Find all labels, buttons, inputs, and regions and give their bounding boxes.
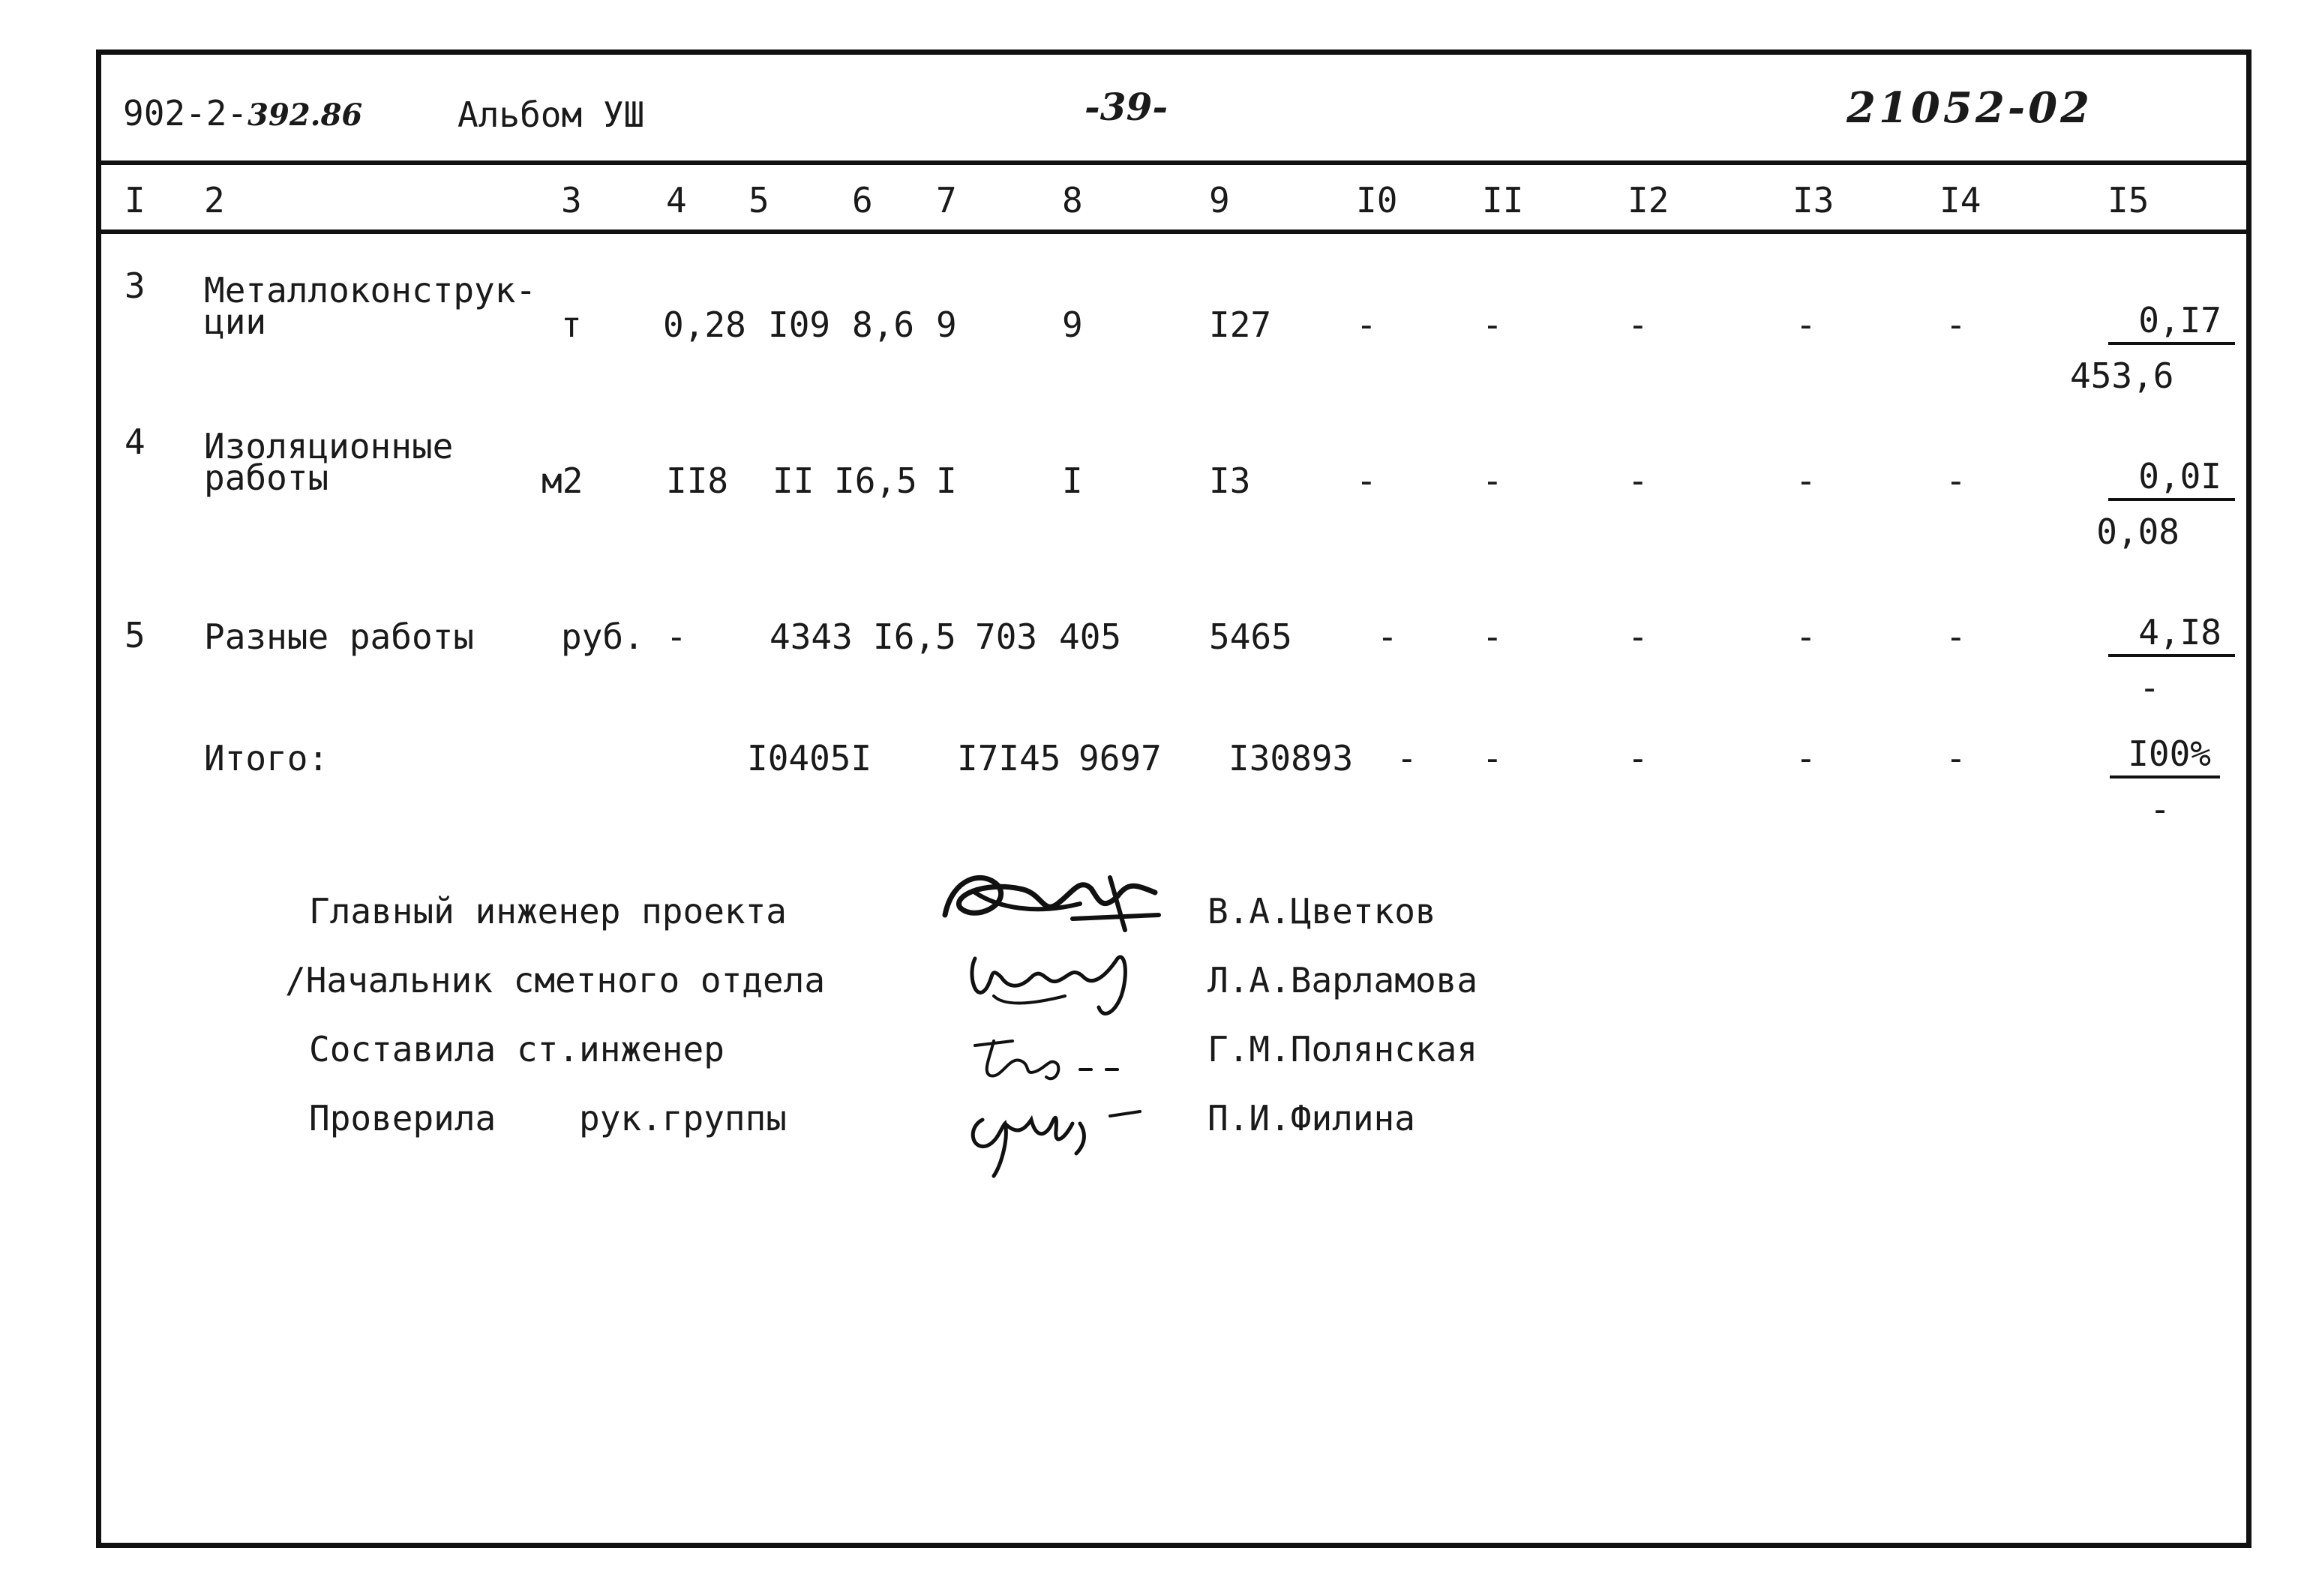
col-header: 5 [748, 180, 770, 220]
signatory-name: В.А.Цветков [1208, 891, 1436, 932]
cell-c12: - [1628, 304, 1648, 345]
total-c14: - [1946, 738, 1966, 778]
col-header: 7 [936, 180, 957, 220]
col-header: I5 [2108, 180, 2150, 220]
cell-c12: - [1628, 460, 1648, 501]
cell-c7: I [936, 460, 957, 501]
total-c8: 9697 [1078, 738, 1162, 778]
cell-c14: - [1946, 460, 1966, 501]
total-c15-top: I00% [2110, 736, 2220, 778]
col-header: I2 [1628, 180, 1670, 220]
col-header: 6 [852, 180, 873, 220]
cell-c8: 405 [1059, 616, 1122, 657]
col-header: 4 [666, 180, 687, 220]
cell-c11: - [1482, 304, 1503, 345]
signatory-role: Проверила рук.группы [309, 1098, 787, 1138]
signature-2-icon [960, 944, 1155, 1034]
doc-code-handwritten: 392.86 [248, 98, 363, 133]
total-c15-bottom: - [2150, 789, 2170, 830]
total-c11: - [1482, 738, 1503, 778]
cell-c15-bottom: - [2139, 668, 2160, 708]
col-header: II [1482, 180, 1524, 220]
row-number: 4 [124, 422, 146, 462]
total-c13: - [1796, 738, 1816, 778]
col-header: 2 [204, 180, 225, 220]
cell-c13: - [1796, 616, 1816, 657]
col-header: I3 [1792, 180, 1834, 220]
total-c15 [2055, 734, 2220, 830]
cell-c15-top: 0,I7 [2108, 303, 2235, 345]
signature-4-icon [960, 1094, 1185, 1184]
row-unit: руб. [561, 616, 644, 657]
row-unit: т [561, 304, 582, 345]
col-header: I4 [1940, 180, 1982, 220]
total-label: Итого: [204, 738, 329, 778]
signatory-role: /Начальник сметного отдела [285, 960, 826, 1000]
row-name-line1: Металлоконструк- [204, 270, 537, 310]
signature-1-icon [930, 862, 1170, 945]
cell-c6: I6,5 [834, 460, 917, 501]
row-name-line1: Разные работы [204, 616, 475, 657]
total-c7: I7I45 [957, 738, 1061, 778]
cell-c5: II [772, 460, 814, 501]
cell-c13: - [1796, 304, 1816, 345]
cell-c9: I3 [1209, 460, 1251, 501]
signatory-name: Г.М.Полянская [1208, 1029, 1478, 1070]
total-c9: I30893 [1228, 738, 1354, 778]
cell-c15-top: 4,I8 [2108, 615, 2235, 657]
album-label: Альбом УШ [458, 94, 645, 135]
row-name-line2: работы [204, 458, 329, 498]
cell-c6: I6,5 [873, 616, 956, 657]
doc-code-prefix: 902-2- [123, 93, 248, 134]
total-c12: - [1628, 738, 1648, 778]
cell-c15 [2070, 456, 2235, 552]
signatory-name: Л.А.Варламова [1208, 960, 1478, 1000]
cell-c4: 0,28 [663, 304, 746, 345]
col-header: 8 [1062, 180, 1083, 220]
header-rule [96, 160, 2252, 165]
cell-c4: - [666, 616, 687, 657]
cell-c8: I [1062, 460, 1083, 501]
column-header-rule [96, 230, 2252, 234]
signature-3-icon [968, 1030, 1162, 1090]
row-number: 5 [124, 615, 146, 656]
row-number: 3 [124, 266, 146, 306]
cell-c11: - [1482, 616, 1503, 657]
cell-c14: - [1946, 616, 1966, 657]
cell-c10: - [1356, 304, 1377, 345]
signatory-role: Составила ст.инженер [309, 1029, 724, 1070]
cell-c9: I27 [1209, 304, 1272, 345]
cell-c14: - [1946, 304, 1966, 345]
col-header: 3 [561, 180, 582, 220]
sheet-code: 21052-02 [1846, 83, 2092, 133]
cell-c10: - [1377, 616, 1398, 657]
col-header: I0 [1356, 180, 1398, 220]
cell-c15-bottom: 0,08 [2096, 512, 2180, 552]
cell-c15 [2070, 612, 2235, 708]
cell-c13: - [1796, 460, 1816, 501]
cell-c5: 4343 [770, 616, 853, 657]
cell-c4: II8 [666, 460, 729, 501]
cell-c15-bottom: 453,6 [2070, 356, 2174, 396]
row-name-line2: ции [204, 302, 267, 342]
cell-c9: 5465 [1209, 616, 1292, 657]
cell-c7: 703 [975, 616, 1038, 657]
row-name-line1: Изоляционные [204, 426, 454, 466]
cell-c8: 9 [1062, 304, 1083, 345]
cell-c11: - [1482, 460, 1503, 501]
cell-c15-top: 0,0I [2108, 459, 2235, 501]
cell-c7: 9 [936, 304, 957, 345]
cell-c5: I09 [768, 304, 831, 345]
signatory-name: П.И.Филина [1208, 1098, 1415, 1138]
cell-c10: - [1356, 460, 1377, 501]
col-header: I [124, 180, 146, 220]
doc-code [123, 93, 363, 134]
cell-c12: - [1628, 616, 1648, 657]
page-number: -39- [1084, 85, 1168, 129]
cell-c6: 8,6 [852, 304, 915, 345]
total-c5: I0405I [747, 738, 872, 778]
row-unit: м2 [542, 460, 584, 501]
signatory-role: Главный инженер проекта [309, 891, 787, 932]
total-c10: - [1396, 738, 1418, 778]
cell-c15 [2070, 300, 2235, 396]
col-header: 9 [1209, 180, 1230, 220]
